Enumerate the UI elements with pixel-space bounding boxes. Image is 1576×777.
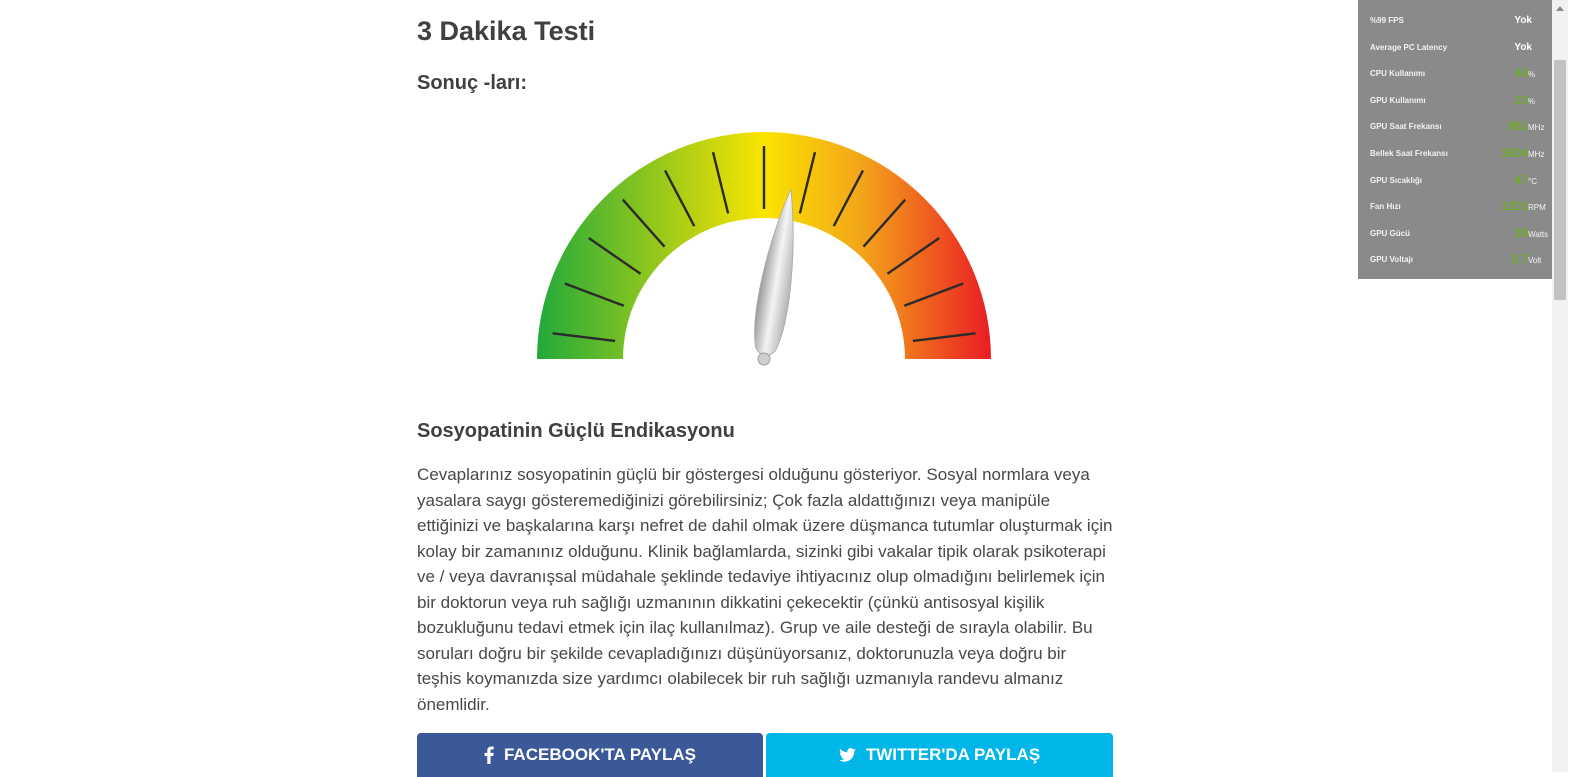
twitter-icon <box>839 748 856 762</box>
overlay-unit: °C <box>1528 176 1537 186</box>
overlay-unit: Watts <box>1528 229 1549 239</box>
facebook-share-label: FACEBOOK'TA PAYLAŞ <box>503 745 696 764</box>
overlay-row <box>1370 172 1548 192</box>
result-heading: Sosyopatinin Güçlü Endikasyonu <box>417 420 735 442</box>
result-gauge <box>535 122 995 372</box>
scroll-up-arrow-icon[interactable] <box>1552 0 1568 16</box>
overlay-label: GPU Gücü <box>1370 228 1411 238</box>
facebook-icon <box>484 746 494 764</box>
overlay-label: CPU Kullanımı <box>1370 69 1426 79</box>
overlay-row <box>1370 145 1548 165</box>
overlay-unit: MHz <box>1528 123 1545 133</box>
overlay-value: 1201 <box>1501 199 1528 214</box>
overlay-unit: Volt <box>1528 256 1542 266</box>
overlay-label: Bellek Saat Frekansı <box>1370 149 1448 158</box>
overlay-label: Fan Hızı <box>1370 202 1401 212</box>
overlay-value: Yok <box>1514 15 1532 26</box>
twitter-share-label: TWITTER'DA PAYLAŞ <box>865 745 1041 764</box>
overlay-value: 39 <box>1514 225 1528 240</box>
page-scrollbar[interactable] <box>1552 0 1568 772</box>
overlay-unit: RPM <box>1528 203 1546 213</box>
overlay-row <box>1370 251 1548 271</box>
overlay-row <box>1370 65 1548 85</box>
twitter-share-button[interactable] <box>766 733 1113 777</box>
overlay-label: GPU Voltajı <box>1370 255 1413 265</box>
overlay-label: Average PC Latency <box>1370 42 1448 52</box>
overlay-value: 48 <box>1514 66 1528 81</box>
overlay-unit: MHz <box>1528 150 1545 159</box>
scrollbar-thumb[interactable] <box>1554 60 1566 300</box>
overlay-row <box>1370 12 1548 32</box>
overlay-unit: % <box>1528 70 1536 80</box>
overlay-unit: % <box>1528 96 1536 106</box>
overlay-row <box>1370 118 1548 138</box>
overlay-label: %99 FPS <box>1370 16 1404 25</box>
performance-overlay <box>1358 0 1552 279</box>
overlay-row <box>1370 39 1548 59</box>
facebook-share-button[interactable] <box>417 733 763 777</box>
results-subtitle: Sonuç -ları: <box>417 72 528 94</box>
overlay-label: GPU Saat Frekansı <box>1370 122 1442 132</box>
overlay-row <box>1370 225 1548 245</box>
overlay-label: GPU Sıcaklığı <box>1370 175 1423 185</box>
result-description: Cevaplarınız sosyopatinin güçlü bir göstergesi olduğunu gösteriyor. Sosyal normlara veya yasalara saygı gösteremediğinizi görebilirsiniz; Çok fazla aldattığınızı veya manipüle ettiğinizi ve başkalarına karşı nefret de dahil olmak üzere düşmanca tutumlar oluşturmak için kolay bir zamanınız olduğunu. Klinik bağlamlarda, sizinki gibi vakalar tipik olarak psikoterapi ve / veya davranışsal müdahale şeklinde tedaviye ihtiyacınız olup olmadığını belirlemek için bir doktorun veya ruh sağlığı uzmanının dikkatini çekecektir (çünkü antisosyal kişilik bozukluğunu tedavi etmek için ilaç kullanılmaz). Grup ve aile desteği de sırayla olabilir. Bu soruları doğru bir şekilde cevapladığınızı düşünüyorsanız, doktorunuzla veya doğru bir teşhis koymanızda size yardımcı olabilecek bir ruh sağlığı uzmanıyla randevu almanız önemlidir. <box>417 465 1113 714</box>
overlay-row <box>1370 92 1548 112</box>
overlay-value: 47 <box>1514 172 1528 187</box>
overlay-value: Yok <box>1514 41 1532 53</box>
overlay-value: 3504 <box>1501 146 1528 160</box>
overlay-label: GPU Kullanımı <box>1370 95 1426 105</box>
overlay-value: 961 <box>1507 119 1528 134</box>
overlay-row <box>1370 198 1548 218</box>
overlay-value: 0.7 <box>1511 252 1528 267</box>
page-title: 3 Dakika Testi <box>417 16 596 46</box>
overlay-value: 23 <box>1514 92 1528 107</box>
